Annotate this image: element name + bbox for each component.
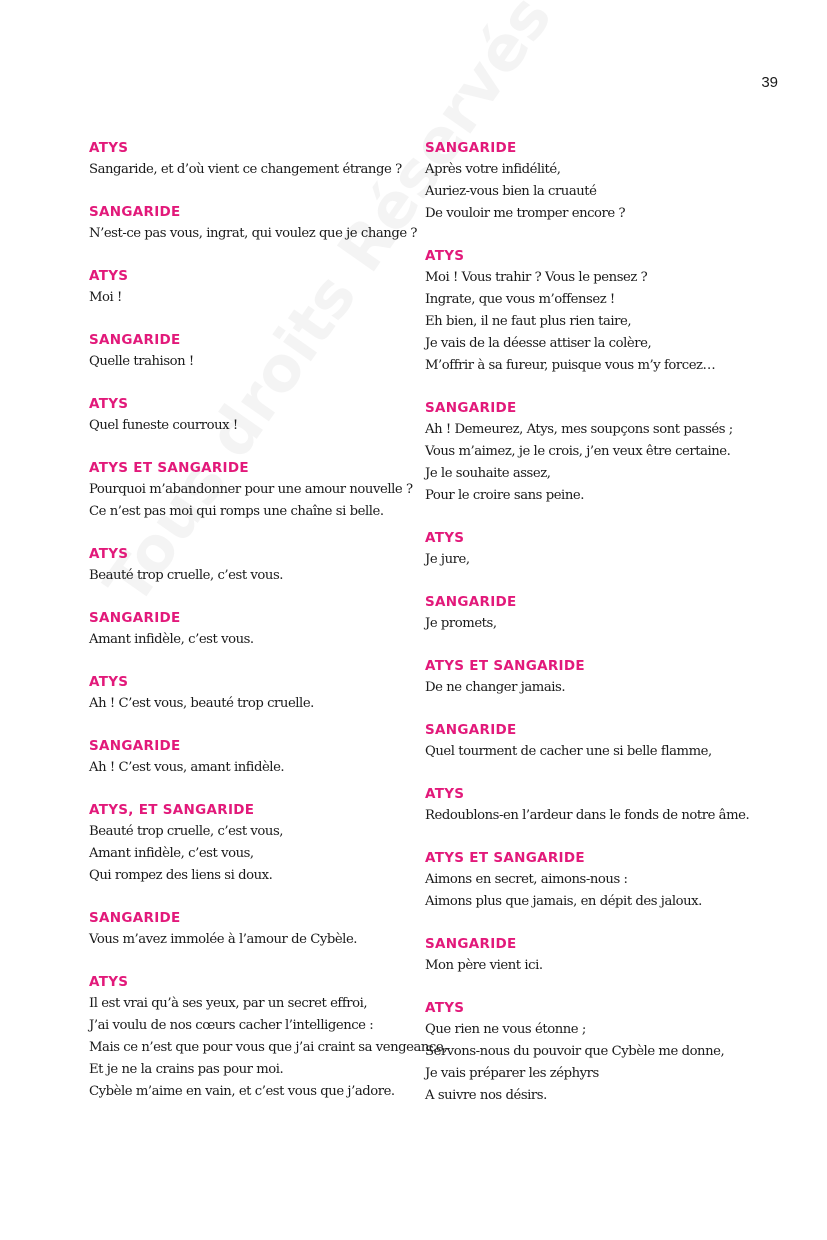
dialogue-block [425, 138, 765, 225]
left-column [89, 138, 447, 1124]
verse-line: A suivre nos désirs. [425, 1088, 547, 1103]
verse-line: De ne changer jamais. [425, 680, 566, 695]
speaker-name: SANGARIDE [89, 332, 181, 348]
dialogue-block [89, 800, 419, 887]
verse-line: Amant infidèle, c’est vous, [89, 846, 254, 861]
verse-line: Redoublons-en l’ardeur dans le fonds de notre âme. [425, 808, 750, 823]
dialogue-block [425, 784, 765, 827]
dialogue-block [89, 458, 419, 523]
verse-line: Mais ce n’est que pour vous que j’ai craint sa vengeance, [89, 1040, 447, 1055]
dialogue-block [89, 330, 419, 373]
verse-line: Il est vrai qu’à ses yeux, par un secret effroi, [89, 996, 368, 1011]
verse-line: Ingrate, que vous m’offensez ! [425, 292, 615, 307]
verse-line: Que rien ne vous étonne ; [425, 1022, 586, 1037]
dialogue-block [89, 138, 419, 181]
verse-line: Moi ! [89, 290, 122, 305]
speaker-name: ATYS, ET SANGARIDE [89, 802, 255, 818]
verse-line: Pourquoi m’abandonner pour une amour nouvelle ? [89, 482, 413, 497]
verse-line: Vous m’avez immolée à l’amour de Cybèle. [89, 932, 358, 947]
dialogue-block [89, 394, 419, 437]
dialogue-block [425, 528, 765, 571]
verse-line: Ce n’est pas moi qui romps une chaîne si belle. [89, 504, 384, 519]
verse-line: De vouloir me tromper encore ? [425, 206, 626, 221]
speaker-name: SANGARIDE [425, 936, 517, 952]
speaker-name: SANGARIDE [425, 140, 517, 156]
speaker-name: SANGARIDE [425, 400, 517, 416]
speaker-name: ATYS [425, 530, 465, 546]
verse-line: Je vais de la déesse attiser la colère, [425, 336, 652, 351]
dialogue-block [89, 672, 419, 715]
verse-line: Quel tourment de cacher une si belle flamme, [425, 744, 712, 759]
dialogue-block [425, 656, 765, 699]
verse-line: Pour le croire sans peine. [425, 488, 584, 503]
verse-line: Après votre infidélité, [425, 162, 561, 177]
verse-line: Aimons plus que jamais, en dépit des jaloux. [425, 894, 702, 909]
speaker-name: SANGARIDE [89, 204, 181, 220]
speaker-name: ATYS [89, 268, 129, 284]
dialogue-block [89, 266, 419, 309]
dialogue-block [425, 934, 765, 977]
speaker-name: ATYS [89, 674, 129, 690]
verse-line: Et je ne la crains pas pour moi. [89, 1062, 284, 1077]
verse-line: Je le souhaite assez, [425, 466, 551, 481]
dialogue-block [425, 246, 765, 377]
dialogue-block [425, 720, 765, 763]
verse-line: Servons-nous du pouvoir que Cybèle me donne, [425, 1044, 725, 1059]
speaker-name: SANGARIDE [425, 722, 517, 738]
verse-line: N’est-ce pas vous, ingrat, qui voulez que je change ? [89, 226, 418, 241]
verse-line: Mon père vient ici. [425, 958, 543, 973]
verse-line: Beauté trop cruelle, c’est vous, [89, 824, 284, 839]
dialogue-block [425, 998, 765, 1107]
speaker-name: ATYS [89, 140, 129, 156]
verse-line: Ah ! C’est vous, beauté trop cruelle. [89, 696, 314, 711]
verse-line: Beauté trop cruelle, c’est vous. [89, 568, 284, 583]
speaker-name: SANGARIDE [89, 610, 181, 626]
dialogue-block [425, 592, 765, 635]
verse-line: Auriez-vous bien la cruauté [425, 184, 597, 199]
speaker-name: ATYS [89, 396, 129, 412]
speaker-name: ATYS [89, 546, 129, 562]
speaker-name: ATYS ET SANGARIDE [89, 460, 249, 476]
verse-line: Quelle trahison ! [89, 354, 194, 369]
dialogue-block [89, 202, 419, 245]
verse-line: Aimons en secret, aimons-nous : [425, 872, 628, 887]
dialogue-block [425, 398, 765, 507]
dialogue-block [89, 972, 447, 1103]
verse-line: Ah ! Demeurez, Atys, mes soupçons sont passés ; [425, 422, 733, 437]
speaker-name: ATYS ET SANGARIDE [425, 658, 585, 674]
verse-line: Eh bien, il ne faut plus rien taire, [425, 314, 632, 329]
speaker-name: ATYS ET SANGARIDE [425, 850, 585, 866]
right-column [425, 138, 765, 1128]
verse-line: Ah ! C’est vous, amant infidèle. [89, 760, 285, 775]
verse-line: Moi ! Vous trahir ? Vous le pensez ? [425, 270, 648, 285]
verse-line: Je promets, [425, 616, 497, 631]
dialogue-block [89, 544, 419, 587]
dialogue-block [89, 608, 419, 651]
verse-line: Je jure, [425, 552, 470, 567]
page-number: 39 [761, 74, 778, 91]
speaker-name: SANGARIDE [89, 738, 181, 754]
speaker-name: SANGARIDE [425, 594, 517, 610]
verse-line: M’offrir à sa fureur, puisque vous m’y forcez… [425, 358, 716, 373]
speaker-name: ATYS [425, 786, 465, 802]
speaker-name: ATYS [425, 248, 465, 264]
speaker-name: ATYS [89, 974, 129, 990]
verse-line: Je vais préparer les zéphyrs [425, 1066, 599, 1081]
speaker-name: SANGARIDE [89, 910, 181, 926]
dialogue-block [425, 848, 765, 913]
speaker-name: ATYS [425, 1000, 465, 1016]
verse-line: Amant infidèle, c’est vous. [89, 632, 254, 647]
verse-line: Cybèle m’aime en vain, et c’est vous que j’adore. [89, 1084, 395, 1099]
verse-line: J’ai voulu de nos cœurs cacher l’intelligence : [89, 1018, 374, 1033]
verse-line: Qui rompez des liens si doux. [89, 868, 273, 883]
verse-line: Vous m’aimez, je le crois, j’en veux être certaine. [425, 444, 731, 459]
dialogue-block [89, 736, 419, 779]
dialogue-block [89, 908, 419, 951]
verse-line: Sangaride, et d’où vient ce changement étrange ? [89, 162, 402, 177]
verse-line: Quel funeste courroux ! [89, 418, 238, 433]
